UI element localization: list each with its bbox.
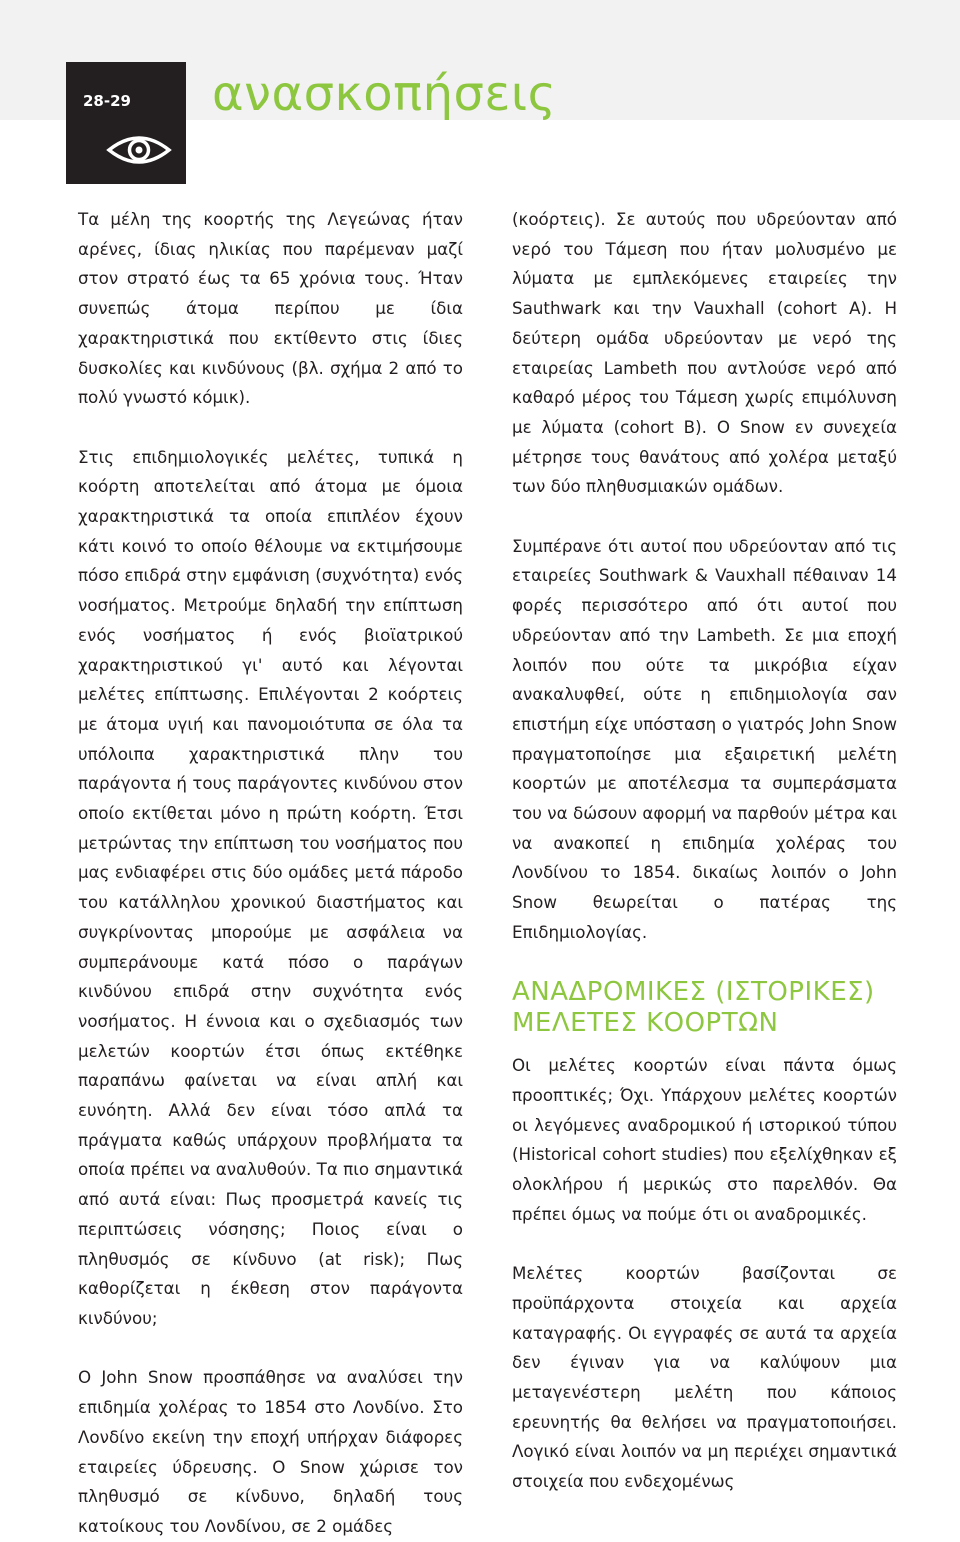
section-title: ανασκοπήσεις <box>212 66 557 122</box>
section-heading-line: ΜΕΛΕΤΕΣ ΚΟΟΡΤΩΝ <box>512 1008 779 1039</box>
paragraph: Ο John Snow προσπάθησε να αναλύσει την επιδημία χολέρας το 1854 στο Λονδίνο. Στο Λονδίνο εκείνη την εποχή υπήρχαν διάφορες εταιρείες ύδρευσης. Ο Snow χώρισε τον πληθυσμό σε κίνδυνο, δηλαδή τους κατοίκους του Λονδίνου, σε 2 ομάδες <box>78 1367 463 1536</box>
left-column <box>78 205 463 1542</box>
paragraph: Συμπέρανε ότι αυτοί που υδρεύονταν από τις εταιρείες Southwark & Vauxhall πέθαιναν 14 φορές περισσότερο από ότι αυτοί που υδρεύονταν από την Lambeth. Σε μια εποχή λοιπόν που ούτε τα μικρόβια είχαν ανακαλυφθεί, ούτε η επιδημιολογία σαν επιστήμη είχε υπόσταση ο γιατρός John Snow πραγματοποίησε μια εξαιρετική μελέτη κοορτών με αποτέλεσμα τα συμπεράσματα του να δώσουν αφορμή να παρθούν μέτρα και να ανακοπεί η επιδημία χολέρας του Λονδίνου το 1854. δικαίως λοιπόν ο John Snow θεωρείται ο πατέρας της Επιδημιολογίας. <box>512 535 897 942</box>
right-column <box>512 205 897 1497</box>
page-badge <box>66 62 186 184</box>
paragraph: Οι μελέτες κοορτών είναι πάντα όμως προοπτικές; Όχι. Υπάρχουν μελέτες κοορτών οι λεγόμενες αναδρομικού ή ιστορικού τύπου (Historical cohort studies) που εξελίχθηκαν εξ ολοκλήρου ή μερικώς στο παρελθόν. Θα πρέπει όμως να πούμε ότι οι αναδρομικές. <box>512 1055 897 1224</box>
eye-icon <box>106 130 172 170</box>
paragraph: (κοόρτεις). Σε αυτούς που υδρεύονταν από νερό του Τάμεση που ήταν μολυσμένο με λύματα με εμπλεκόμενες εταιρείες την Sauthwark και την Vauxhall (cohort A). Η δεύτερη ομάδα υδρεύονταν με νερό της εταιρείας Lambeth που αντλούσε νερό από καθαρό μέρος του Τάμεση χωρίς επιμόλυνση με λύματα (cohort B). Ο Snow εν συνεχεία μέτρησε τους θανάτους από χολέρα μεταξύ των δύο πληθυσμιακών ομάδων. <box>512 209 897 497</box>
paragraph: Τα μέλη της κοορτής της Λεγεώνας ήταν αρένες, ίδιας ηλικίας που παρέμεναν μαζί στον στρατό έως τα 65 χρόνια τους. Ήταν συνεπώς άτομα περίπου με ίδια χαρακτηριστικά που εκτίθεντο στις ίδιες δυσκολίες και κινδύνους (βλ. σχήμα 2 από το πολύ γνωστό κόμικ). <box>78 209 463 408</box>
section-heading <box>512 977 897 1039</box>
paragraph: Μελέτες κοορτών βασίζονται σε προϋπάρχοντα στοιχεία και αρχεία καταγραφής. Οι εγγραφές σε αυτά τα αρχεία δεν έγιναν για να καλύψουν μια μεταγενέστερη μελέτη που κάποιος ερευνητής θα θελήσει να πραγματοποιήσει. Λογικό είναι λοιπόν να μη περιέχει σημαντικά στοιχεία που ενδεχομένως <box>512 1263 897 1492</box>
paragraph: Στις επιδημιολογικές μελέτες, τυπικά η κοόρτη αποτελείται από άτομα με όμοια χαρακτηριστικά τα οποία επιπλέον έχουν κάτι κοινό το οποίο θέλουμε να εκτιμήσουμε πόσο επιδρά στην εμφάνιση (συχνότητα) ενός νοσήματος. Μετρούμε δηλαδή την επίπτωση ενός νοσήματος ή ενός βιοϊατρικού χαρακτηριστικού γι' αυτό και λέγονται μελέτες επίπτωσης. Επιλέγονται 2 κοόρτεις με άτομα υγιή και πανομοιότυπα σε όλα τα υπόλοιπα χαρακτηριστικά πλην του παράγοντα ή τους παράγοντες κινδύνου στον οποίο εκτίθεται μόνο η πρώτη κοόρτη. Έτσι μετρώντας την επίπτωση του νοσήματος που μας ενδιαφέρει στις δύο ομάδες μετά πάροδο του κατάλληλου χρονικού διαστήματος και συγκρίνοντας μπορούμε με ασφάλεια να συμπεράνουμε κατά πόσο ο παράγων κινδύνου επιδρά στην συχνότητα ενός νοσήματος. Η έννοια και ο σχεδιασμός των μελετών κοορτών έτσι όπως εκτέθηκε παραπάνω φαίνεται να είναι απλή και ευνόητη. Αλλά δεν είναι τόσο απλά τα πράγματα καθώς υπάρχουν προβλήματα τα οποία πρέπει να αναλυθούν. Τα πιο σημαντικά από αυτά είναι: Πως προσμετρά κανείς τις περιπτώσεις νόσησης; Ποιος είναι ο πληθυσμός σε κίνδυνο (at risk); Πως καθορίζεται η έκθεση στον παράγοντα κινδύνου; <box>78 446 463 1328</box>
page-numbers: 28-29 <box>83 92 131 110</box>
section-heading-line: ΑΝΑΔΡΟΜΙΚΕΣ (ΙΣΤΟΡΙΚΕΣ) <box>512 977 875 1008</box>
